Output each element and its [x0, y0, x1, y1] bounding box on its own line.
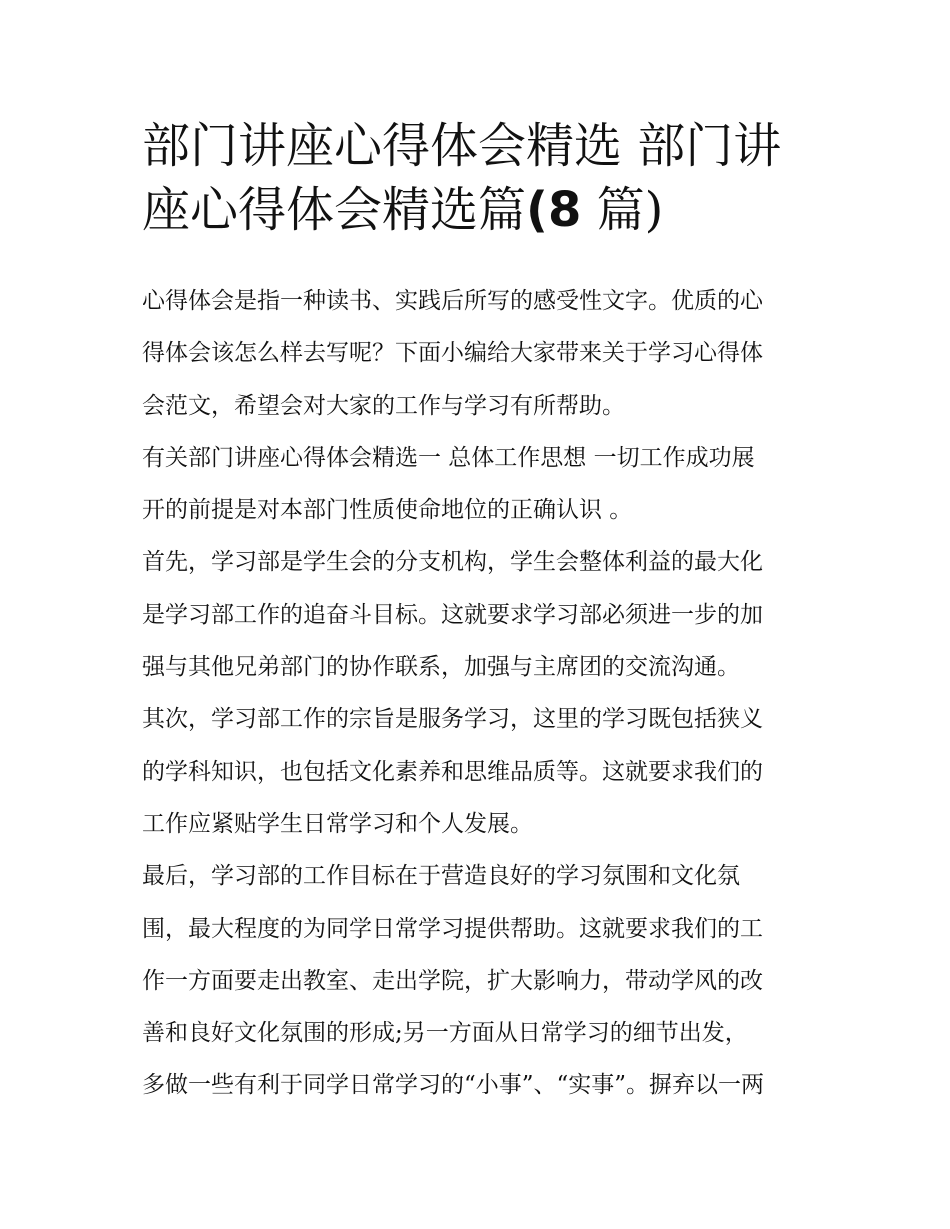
title-line [142, 178, 822, 242]
paragraph-line: 围，最大程度的为同学日常学习提供帮助。这就要求我们的工 [142, 915, 763, 942]
paragraph-line: 多做一些有利于同学日常学习的“小事”、“实事”。摒弃以一两 [142, 1072, 765, 1099]
paragraph-line: 有关部门讲座心得体会精选一 总体工作思想 一切工作成功展 [142, 444, 755, 471]
title-line: 部门讲座心得体会精选 部门讲 [142, 118, 782, 174]
paragraph [142, 856, 822, 1117]
paragraph-line: 会范文，希望会对大家的工作与学习有所帮助。 [142, 392, 625, 419]
paragraph [142, 281, 822, 438]
paragraph-line: 善和良好文化氛围的形成;另一方面从日常学习的细节出发， [142, 1020, 748, 1047]
title-line-text: 座心得体会精选篇 [142, 182, 527, 238]
paragraph [142, 542, 822, 699]
paragraph-line: 最后，学习部的工作目标在于营造良好的学习氛围和文化氛 [142, 863, 740, 890]
paragraph-line: 首先，学习部是学生会的分支机构，学生会整体利益的最大化 [142, 549, 763, 576]
title-line-number: (8 [526, 182, 582, 238]
paragraph-line: 是学习部工作的追奋斗目标。这就要求学习部必须进一步的加 [142, 601, 763, 628]
document-title [142, 114, 822, 242]
paragraph-line: 心得体会是指一种读书、实践后所写的感受性文字。优质的心 [142, 288, 763, 314]
paragraph-line: 强与其他兄弟部门的协作联系，加强与主席团的交流沟通。 [142, 654, 740, 681]
title-line-text: 篇) [596, 182, 664, 238]
paragraph-line: 工作应紧贴学生日常学习和个人发展。 [142, 810, 533, 837]
document-body [142, 281, 822, 1118]
paragraph-line: 得体会该怎么样去写呢？下面小编给大家带来关于学习心得体 [142, 340, 763, 367]
paragraph-line: 的学科知识，也包括文化素养和思维品质等。这就要求我们的 [142, 758, 763, 785]
paragraph-line: 其次，学习部工作的宗旨是服务学习，这里的学习既包括狭义 [142, 706, 763, 733]
paragraph-line: 作一方面要走出教室、走出学院，扩大影响力，带动学风的改 [142, 967, 763, 994]
paragraph [142, 438, 822, 543]
paragraph [142, 699, 822, 856]
paragraph-line: 开的前提是对本部门性质使命地位的正确认识 。 [142, 497, 633, 524]
